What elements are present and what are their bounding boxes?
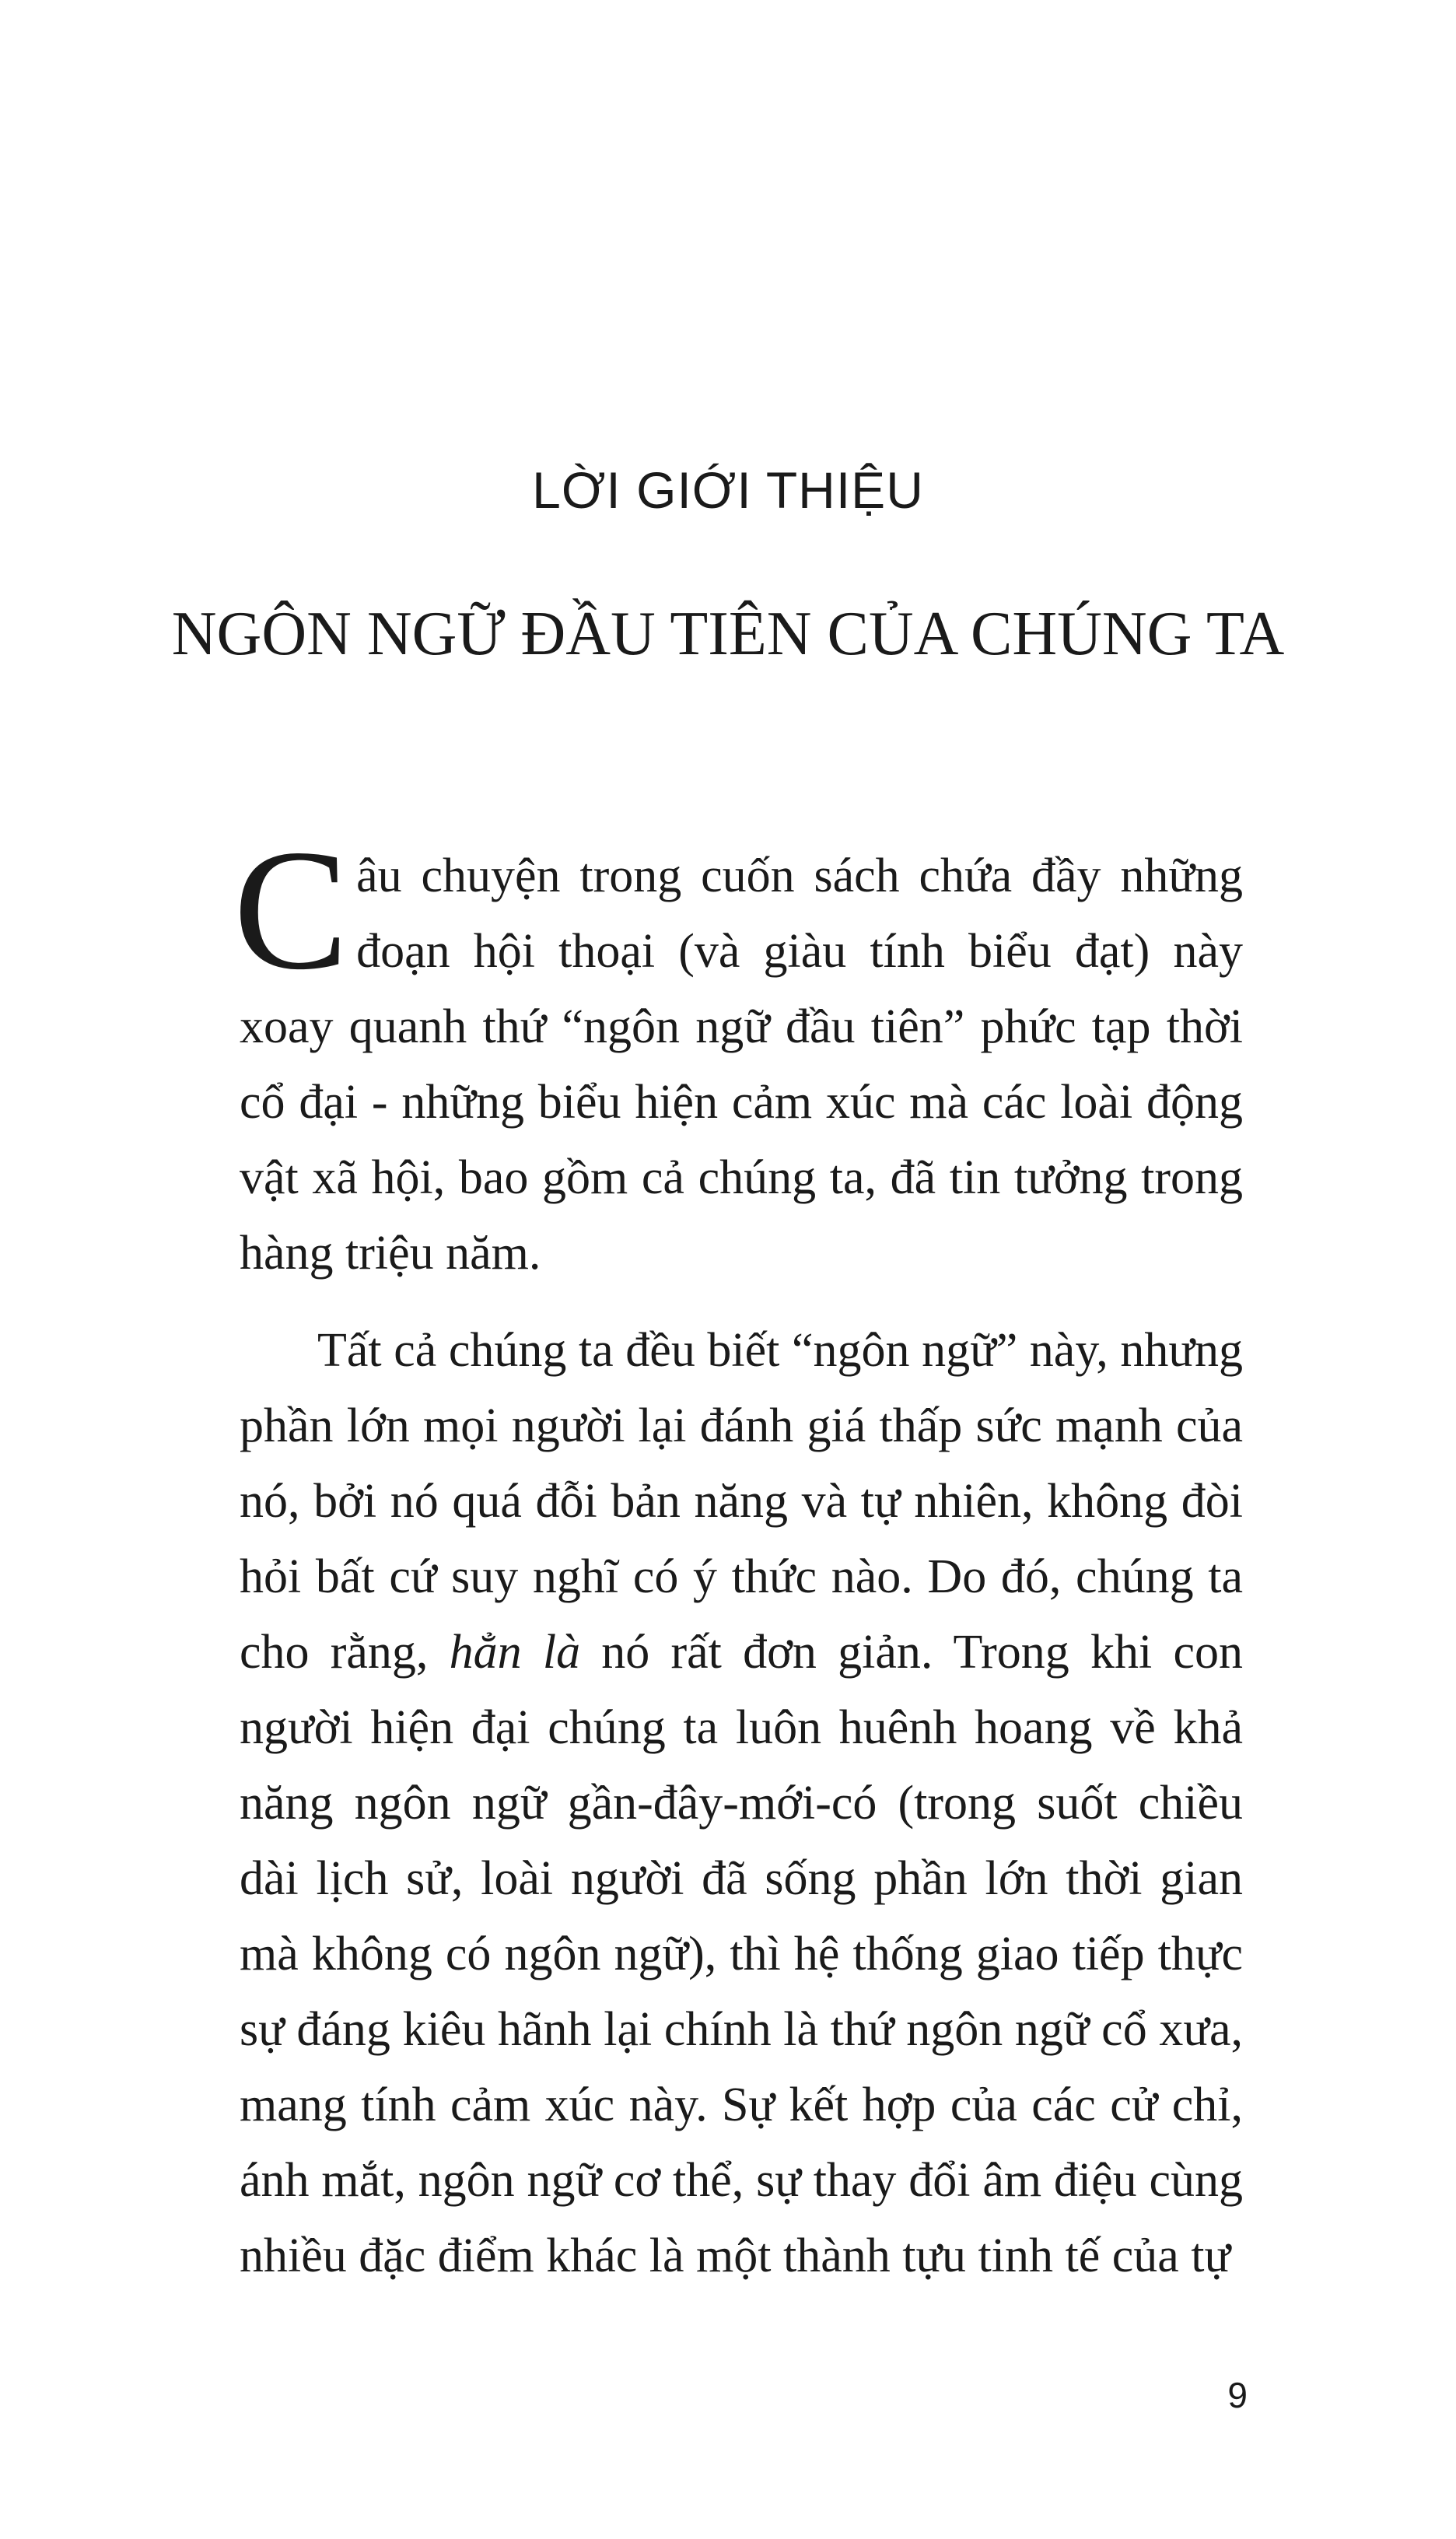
paragraph-1 — [233, 814, 1243, 1291]
paragraph-2-text-end: nó rất đơn giản. Trong khi con người hiện đại chúng ta luôn huênh hoang về khả năng ngôn ngữ gần-đây-mới-có (trong suốt chiều dài lịch sử, loài người đã sống phần lớn thời gian mà không có ngôn ngữ), thì hệ thống giao tiếp thực sự đáng kiêu hãnh lại chính là thứ ngôn ngữ cổ xưa, mang tính cảm xúc này. Sự kết hợp của các cử chỉ, ánh mắt, ngôn ngữ cơ thể, sự thay đổi âm điệu cùng nhiều đặc điểm khác là một thành tựu tinh tế của tự — [240, 1626, 1243, 2282]
section-label: LỜI GIỚI THIỆU — [532, 461, 924, 519]
paragraph-2 — [240, 1313, 1243, 2294]
drop-cap: C — [233, 814, 349, 1006]
paragraph-2-italic: hẳn là — [449, 1626, 581, 1679]
page-number: 9 — [1227, 2375, 1248, 2415]
body-text — [233, 814, 1243, 2294]
paragraph-1-text: âu chuyện trong cuốn sách chứa đầy những đoạn hội thoại (và giàu tính biểu đạt) này xoay quanh thứ “ngôn ngữ đầu tiên” phức tạp thời cổ đại - những biểu hiện cảm xúc mà các loài động vật xã hội, bao gồm cả chúng ta, đã tin tưởng trong hàng triệu năm. — [240, 849, 1243, 1280]
paragraph-2-text-start: Tất cả chúng ta đều biết “ngôn ngữ” này, nhưng phần lớn mọi người lại đánh giá thấp sức mạnh của nó, bởi nó quá đỗi bản năng và tự nhiên, không đòi hỏi bất cứ suy nghĩ có ý thức nào. Do đó, chúng ta cho rằng, — [240, 1324, 1243, 1679]
chapter-title: NGÔN NGỮ ĐẦU TIÊN CỦA CHÚNG TA — [171, 600, 1285, 668]
